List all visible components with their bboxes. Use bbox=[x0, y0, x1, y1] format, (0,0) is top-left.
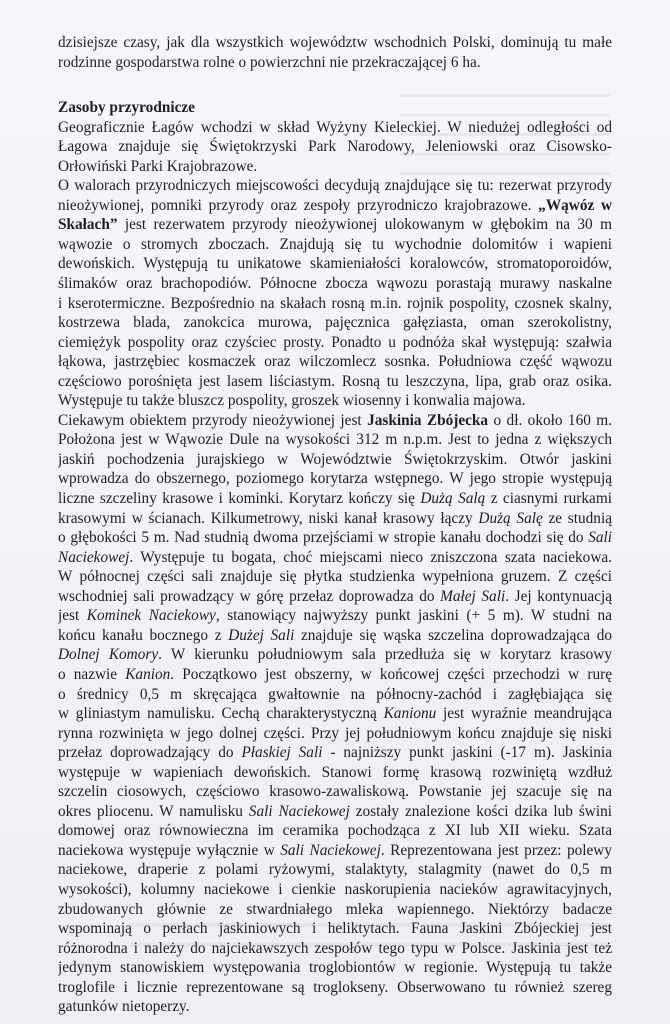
paragraph-line bbox=[58, 450, 612, 470]
text-segment: . W kierunku południowym sala przedłuża się w korytarz krasowy bbox=[158, 646, 612, 664]
italic-text: Dużej Sali bbox=[228, 626, 295, 644]
paragraph-line bbox=[58, 567, 612, 587]
paragraph-line bbox=[58, 743, 612, 763]
text-segment: Geograficznie Łagów wchodzi w skład Wyżyny Kieleckiej. W niedużej odległości od bbox=[58, 118, 612, 136]
text-segment: W północnej części sali znajduje się płytka studzienka wypełniona gruzem. Z części bbox=[58, 568, 612, 586]
paragraph-line bbox=[58, 430, 612, 450]
paragraph-line bbox=[58, 841, 612, 861]
paragraph-line bbox=[58, 685, 612, 705]
paragraph-line bbox=[58, 118, 612, 138]
paragraph-line bbox=[58, 665, 612, 685]
paragraph-line bbox=[58, 411, 612, 431]
text-segment: ciemiężyk pospolity oraz czyściec prosty. Ponadto u podnóża skał występują: szałwia bbox=[58, 333, 612, 351]
text-segment: z ciasnymi rurkami bbox=[485, 490, 612, 508]
text-segment: wąwozie o stromych zboczach. Znajdują się tu wychodnie dolomitów i wapieni bbox=[58, 235, 612, 253]
italic-text: Sali Naciekowej bbox=[248, 802, 350, 820]
text-segment: , stanowiący najwyższy punkt jaskini (+ 5 m). W studni na bbox=[215, 607, 612, 625]
text-segment: wysokości), kolumny naciekowe i cienkie naskorupienia nacieków agrawitacyjnych, bbox=[58, 880, 612, 898]
paragraph-line bbox=[58, 587, 612, 607]
paragraph-line bbox=[58, 509, 612, 529]
text-segment: . Reprezentowana jest przez: polewy bbox=[380, 841, 612, 859]
paragraph-line bbox=[58, 821, 612, 841]
paragraph-line bbox=[58, 900, 612, 920]
italic-text: Płaskiej Sali bbox=[241, 744, 323, 762]
text-segment: o dł. około 160 m. bbox=[488, 411, 612, 429]
paragraph-line bbox=[58, 176, 612, 196]
text-segment: wschodniej sali prowadzący w górę przełaz doprowadza do bbox=[58, 587, 441, 605]
text-segment: rynna rozwinięta w jego dolnej części. Przy jej południowym końcu znajduje się niski bbox=[58, 724, 612, 742]
text-segment: częściowo porośnięta jest lasem liściastym. Rosną tu leszczyna, lipa, grab oraz osika. bbox=[58, 372, 612, 390]
paragraph-line bbox=[58, 860, 612, 880]
text-segment: szczelin ciosowych, częściowo krasowo-zawaliskową. Powstanie jej szacuje się na bbox=[58, 783, 612, 801]
paragraph-line bbox=[58, 294, 612, 314]
paragraph-line bbox=[58, 254, 612, 274]
text-segment: naciekowe, draperie z polami ryżowymi, stalaktyty, stalagmity (nawet do 0,5 m bbox=[58, 861, 612, 879]
text-segment: wspominają o perłach jaskiniowych i heliktytach. Fauna Jaskini Zbójeckiej jest bbox=[58, 920, 612, 938]
paragraph-line bbox=[58, 645, 612, 665]
bold-text: Skałach” bbox=[58, 216, 118, 234]
text-segment: - najniższy punkt jaskini (-17 m). Jaskinia bbox=[322, 744, 612, 762]
text-segment: o głębokości 5 m. Nad studnią dwoma przejściami w stropie kanału dochodzi się do bbox=[58, 529, 589, 547]
text-segment: zostały znalezione kości dzika lub świni bbox=[349, 802, 612, 820]
paragraph-line bbox=[58, 196, 612, 216]
paragraph-line bbox=[58, 782, 612, 802]
text-segment: Ciekawym obiektem przyrody nieożywionej jest bbox=[58, 411, 368, 429]
text-segment: domowej oraz równowieczna im ceramika pochodząca z XI lub XII wieku. Szata bbox=[58, 822, 612, 840]
bold-text: „Wąwóz w bbox=[538, 196, 612, 214]
text-segment: przełaz doprowadzający do bbox=[58, 744, 242, 762]
text-segment: dewońskich. Występują tu unikatowe skamieniałości koralowców, stromatoporoidów, bbox=[58, 255, 612, 273]
italic-text: Sali bbox=[588, 529, 612, 547]
italic-text: Sali Naciekowej bbox=[280, 841, 381, 859]
paragraph-line bbox=[58, 274, 612, 294]
italic-text: Dużą Salą bbox=[420, 490, 486, 508]
paragraph-line bbox=[58, 997, 612, 1017]
paragraph-line bbox=[58, 704, 612, 724]
paragraph-line bbox=[58, 489, 612, 509]
text-segment: . Jej kontynuacją bbox=[505, 587, 612, 605]
text-segment: . Występuje tu bogata, choć miejscami nieco zniszczona szata naciekowa. bbox=[129, 548, 612, 566]
section-body bbox=[58, 118, 612, 1017]
paragraph-line bbox=[58, 528, 612, 548]
italic-text: Małej Sali bbox=[440, 587, 506, 605]
text-segment: nieożywionej, pomniki przyrody oraz zespoły przyrodniczo krajobrazowe. bbox=[58, 196, 539, 214]
italic-text: Dużą Salę bbox=[478, 509, 543, 527]
text-segment: w gliniastym namulisku. Cechą charakterystyczną bbox=[58, 705, 384, 723]
paragraph-line bbox=[58, 880, 612, 900]
text-segment: o nazwie bbox=[58, 665, 126, 683]
text-segment: Występuje tu także bluszcz pospolity, groszek wiosenny i konwalia majowa. bbox=[58, 392, 526, 410]
text-segment: jest rezerwatem przyrody nieożywionej ulokowanym w głębokim na 30 m bbox=[117, 216, 612, 234]
text-segment: występuje w wapieniach dewońskich. Stanowi formę krasową rozwiniętą wzdłuż bbox=[58, 763, 612, 781]
paragraph-line bbox=[58, 978, 612, 998]
italic-text: Kominek Naciekowy bbox=[86, 607, 216, 625]
text-segment: ze studnią bbox=[542, 509, 612, 527]
text-segment: kostrzewa blada, zanokcica murowa, pajęcznica gałęziasta, oman szerokolistny, bbox=[58, 314, 612, 332]
paragraph-line bbox=[58, 724, 612, 744]
text-segment: znajduje się wąska szczelina doprowadzająca do bbox=[294, 626, 612, 644]
text-segment: liczne szczeliny krasowe i kominki. Korytarz kończy się bbox=[58, 490, 421, 508]
paragraph-line bbox=[58, 137, 612, 157]
text-segment: Położona jest w Wąwozie Dule na wysokości 312 m n.p.m. Jest to jedna z większych bbox=[58, 431, 612, 449]
italic-text: Dolnej Komory bbox=[58, 646, 159, 664]
text-segment: łąkowa, jastrzębiec kosmaczek oraz wilczomlecz sosnka. Południowa część wąwozu bbox=[58, 353, 612, 371]
paragraph-line bbox=[58, 215, 612, 235]
text-segment: O walorach przyrodniczych miejscowości decydują znajdujące się tu: rezerwat przyrody bbox=[58, 177, 612, 195]
paragraph-line bbox=[58, 157, 612, 177]
text-segment: zbudowanych głównie ze stwardniałego mleka wapiennego. Niektórzy badacze bbox=[58, 900, 612, 918]
paragraph-line bbox=[58, 469, 612, 489]
text-segment: o średnicy 0,5 m skręcająca gwałtownie na północny-zachód i zagłębiająca się bbox=[58, 685, 612, 703]
text-segment: okres pliocenu. W namulisku bbox=[58, 802, 249, 820]
paragraph-line bbox=[58, 313, 612, 333]
text-segment: końcu kanału bocznego z bbox=[58, 626, 229, 644]
paragraph-line bbox=[58, 802, 612, 822]
text-segment: jest wyraźnie meandrująca bbox=[436, 705, 612, 723]
text-segment: Łagowa znajduje się Świętokrzyski Park Narodowy, Jeleniowski oraz Cisowsko- bbox=[58, 138, 612, 156]
paragraph-line bbox=[58, 919, 612, 939]
text-segment: wprowadza do obszernego, poziomego korytarza wstępnego. W jego stropie występują bbox=[58, 470, 612, 488]
paragraph-line bbox=[58, 391, 612, 411]
text-segment: . Początkowo jest obszerny, w końcowej części przechodzi w rurę bbox=[170, 665, 612, 683]
paragraph-line bbox=[58, 763, 612, 783]
paragraph-line bbox=[58, 958, 612, 978]
italic-text: Naciekowej bbox=[58, 548, 130, 566]
paragraph-line bbox=[58, 372, 612, 392]
paragraph-line bbox=[58, 333, 612, 353]
paragraph-line bbox=[58, 626, 612, 646]
text-segment: gatunków nietoperzy. bbox=[58, 998, 190, 1016]
text-segment: troglofile i licznie reprezentowane są troglokseny. Obserwowano tu również szereg bbox=[58, 978, 612, 996]
paragraph-line: dzisiejsze czasy, jak dla wszystkich województw wschodnich Polski, dominują tu małe bbox=[58, 34, 612, 51]
text-segment: jest bbox=[58, 607, 87, 625]
paragraph-line bbox=[58, 235, 612, 255]
text-segment: jaskiń pochodzenia jurajskiego w Województwie Świętokrzyskim. Otwór jaskini bbox=[58, 450, 612, 468]
bold-text: Jaskinia Zbójecka bbox=[367, 411, 489, 429]
section-heading: Zasoby przyrodnicze bbox=[58, 99, 195, 117]
paragraph-line bbox=[58, 352, 612, 372]
text-segment: i kserotermiczne. Bezpośrednio na skałach rosną m.in. rojnik pospolity, czosnek skalny, bbox=[58, 294, 612, 312]
text-segment: ślimaków oraz brachopodiów. Północne zbocza wąwozu porastają murawy naskalne bbox=[58, 275, 612, 293]
text-segment: jedynym stanowiskiem występowania troglobiontów w regionie. Występują tu także bbox=[58, 959, 612, 977]
document-body bbox=[58, 33, 612, 1017]
paragraph-line bbox=[58, 548, 612, 568]
text-segment: naciekowa występuje wyłącznie w bbox=[58, 841, 281, 859]
italic-text: Kanion bbox=[125, 665, 171, 683]
text-segment: różnorodna i należy do najciekawszych zespołów tego typu w Polsce. Jaskinia jest też bbox=[58, 939, 612, 957]
paragraph-line: rodzinne gospodarstwa rolne o powierzchni nie przekraczającej 6 ha. bbox=[58, 53, 481, 71]
text-segment: Orłowiński Parki Krajobrazowe. bbox=[58, 157, 258, 175]
italic-text: Kanionu bbox=[383, 705, 437, 723]
text-segment: krasowymi w ścianach. Kilkumetrowy, niski kanał krasowy łączy bbox=[58, 509, 479, 527]
spacer bbox=[58, 72, 612, 98]
paragraph-line bbox=[58, 939, 612, 959]
paragraph-line bbox=[58, 606, 612, 626]
